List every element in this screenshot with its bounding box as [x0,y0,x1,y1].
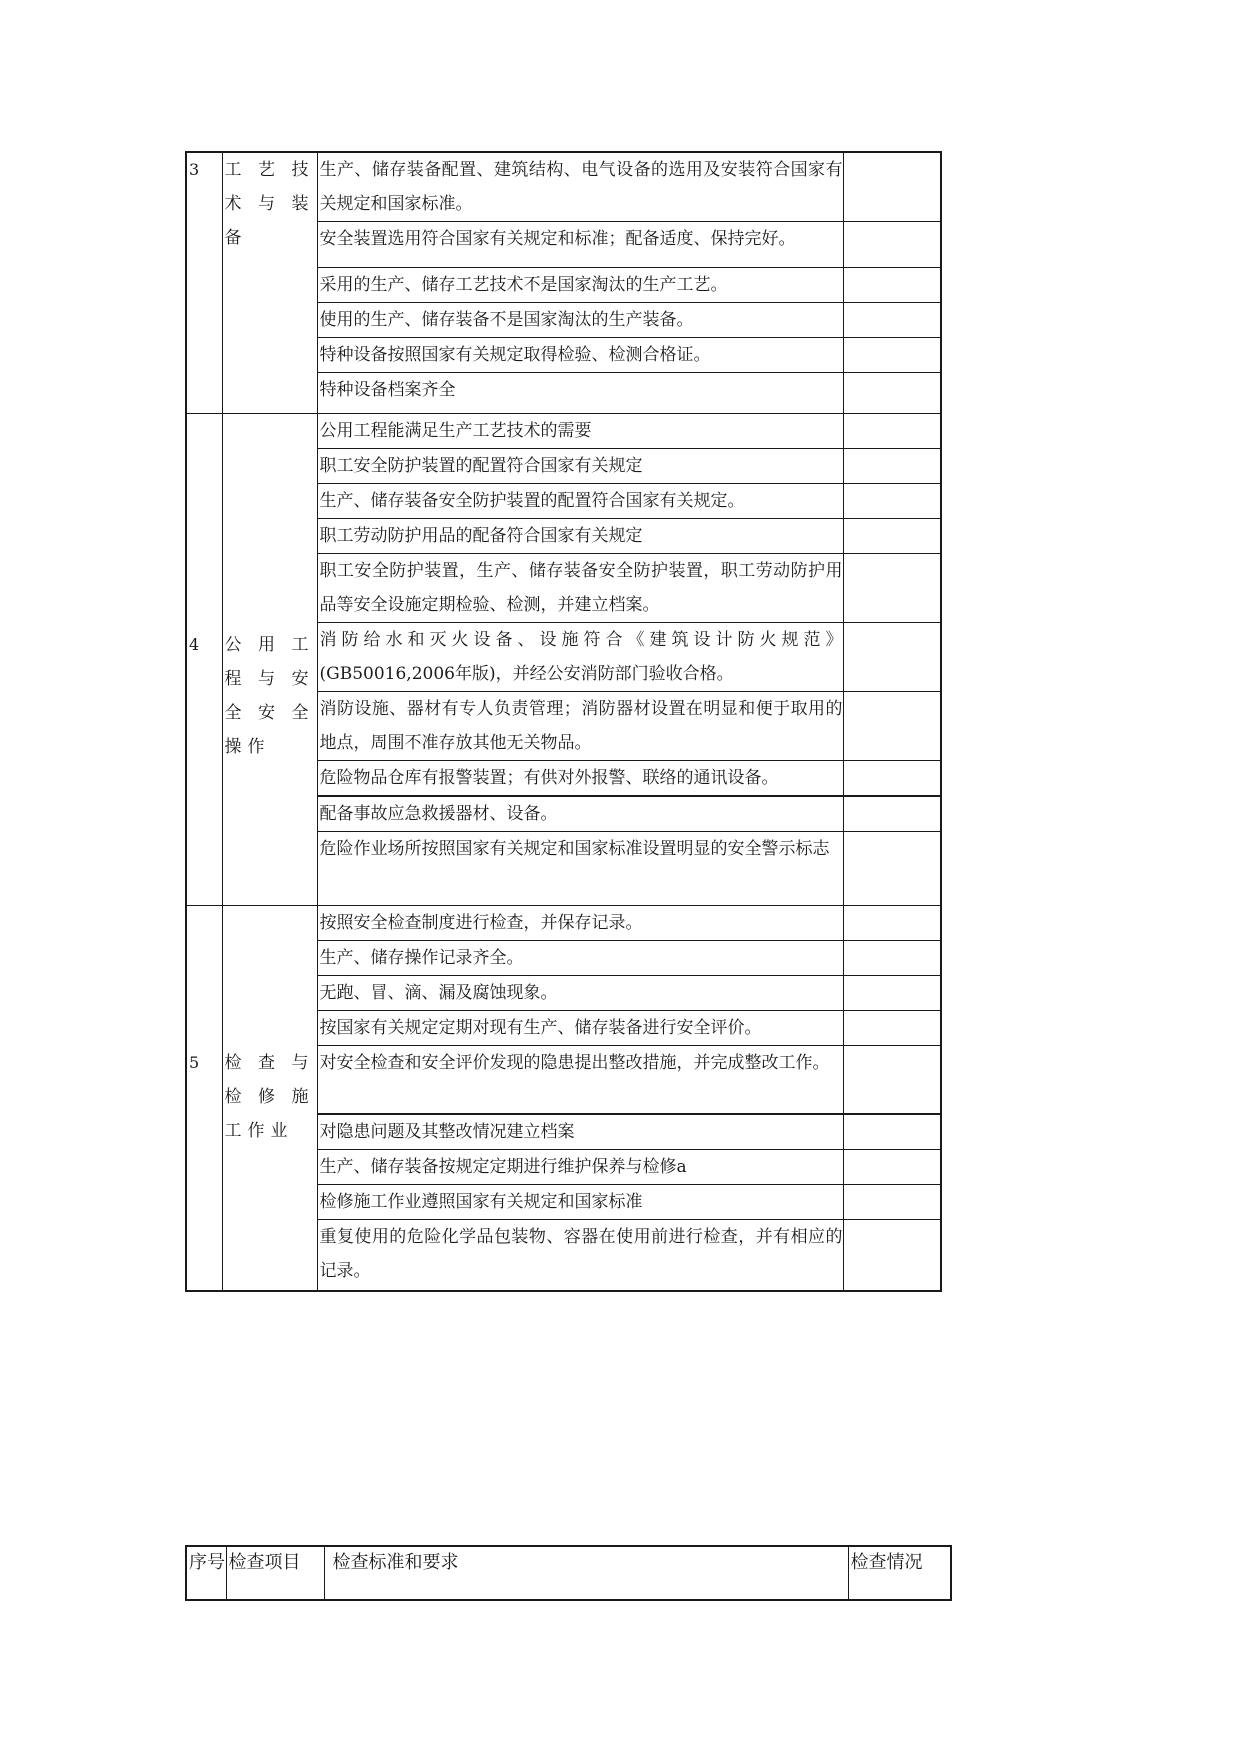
result-cell[interactable] [843,519,941,554]
section-number: 5 [189,1053,200,1072]
result-cell[interactable] [843,1149,941,1184]
result-cell[interactable] [843,976,941,1011]
standard-cell: 生产、储存装备按规定定期进行维护保养与检修a [317,1149,843,1184]
standard-cell: 生产、储存操作记录齐全。 [317,941,843,976]
table-row [186,152,941,222]
section-item-cell [222,906,317,1292]
section-item-cell [222,414,317,906]
standard-cell: 按照安全检查制度进行检查，并保存记录。 [317,906,843,941]
result-cell[interactable] [843,414,941,449]
standard-cell: 配备事故应急救援器材、设备。 [317,796,843,832]
header-standard: 检查标准和要求 [324,1546,848,1600]
standard-cell: 特种设备档案齐全 [317,373,843,414]
section-item: 检查与检修施工作业 [224,1053,315,1141]
standard-cell: 采用的生产、储存工艺技术不是国家淘汰的生产工艺。 [317,268,843,303]
standard-cell: 危险作业场所按照国家有关规定和国家标准设置明显的安全警示标志 [317,832,843,906]
standard-cell: 生产、储存装备安全防护装置的配置符合国家有关规定。 [317,484,843,519]
standard-cell: 特种设备按照国家有关规定取得检验、检测合格证。 [317,338,843,373]
standard-cell: 职工劳动防护用品的配备符合国家有关规定 [317,519,843,554]
section-number: 3 [186,152,222,414]
standard-cell: 公用工程能满足生产工艺技术的需要 [317,414,843,449]
result-cell[interactable] [843,222,941,268]
result-cell[interactable] [843,449,941,484]
result-cell[interactable] [843,1046,941,1114]
standard-cell: 消防设施、器材有专人负责管理；消防器材设置在明显和便于取用的地点，周围不准存放其他无关物品。 [317,692,843,761]
result-cell[interactable] [843,1219,941,1291]
table-row [186,906,941,941]
result-cell[interactable] [843,941,941,976]
result-cell[interactable] [843,692,941,761]
table-row [186,414,941,449]
standard-cell: 生产、储存装备配置、建筑结构、电气设备的选用及安装符合国家有关规定和国家标准。 [317,152,843,222]
result-cell[interactable] [843,554,941,623]
standard-cell: 按国家有关规定定期对现有生产、储存装备进行安全评价。 [317,1011,843,1046]
standard-cell: 安全装置选用符合国家有关规定和标准；配备适度、保持完好。 [317,222,843,268]
header-row [186,1546,951,1600]
result-cell[interactable] [843,338,941,373]
standard-cell: 对安全检查和安全评价发现的隐患提出整改措施，并完成整改工作。 [317,1046,843,1114]
standard-cell: 对隐患问题及其整改情况建立档案 [317,1114,843,1150]
standard-cell: 职工安全防护装置，生产、储存装备安全防护装置，职工劳动防护用品等安全设施定期检验、检测，并建立档案。 [317,554,843,623]
result-cell[interactable] [843,303,941,338]
standard-cell: 重复使用的危险化学品包装物、容器在使用前进行检查，并有相应的记录。 [317,1219,843,1291]
result-cell[interactable] [843,268,941,303]
result-cell[interactable] [843,373,941,414]
inspection-table [185,151,942,1292]
standard-cell: 使用的生产、储存装备不是国家淘汰的生产装备。 [317,303,843,338]
standard-cell: 无跑、冒、滴、漏及腐蚀现象。 [317,976,843,1011]
result-cell[interactable] [843,1184,941,1219]
result-cell[interactable] [843,152,941,222]
next-page-table-header [185,1545,952,1601]
standard-cell: 消防给水和灭火设备、设施符合《建筑设计防火规范》(GB50016,2006年版)，并经公安消防部门验收合格。 [317,623,843,692]
result-cell[interactable] [843,484,941,519]
header-num: 序号 [186,1546,226,1600]
standard-cell: 危险物品仓库有报警装置；有供对外报警、联络的通讯设备。 [317,761,843,797]
result-cell[interactable] [843,1011,941,1046]
result-cell[interactable] [843,623,941,692]
header-result: 检查情况 [848,1546,951,1600]
result-cell[interactable] [843,1114,941,1150]
result-cell[interactable] [843,796,941,832]
section-number-cell [186,414,222,906]
result-cell[interactable] [843,906,941,941]
standard-cell: 职工安全防护装置的配置符合国家有关规定 [317,449,843,484]
result-cell[interactable] [843,832,941,906]
result-cell[interactable] [843,761,941,797]
section-item: 公用工程与安全安全操作 [224,635,315,757]
section-item: 工艺技术与装备 [222,152,317,414]
header-item: 检查项目 [226,1546,324,1600]
standard-cell: 检修施工作业遵照国家有关规定和国家标准 [317,1184,843,1219]
section-number: 4 [189,635,200,654]
section-number-cell [186,906,222,1292]
